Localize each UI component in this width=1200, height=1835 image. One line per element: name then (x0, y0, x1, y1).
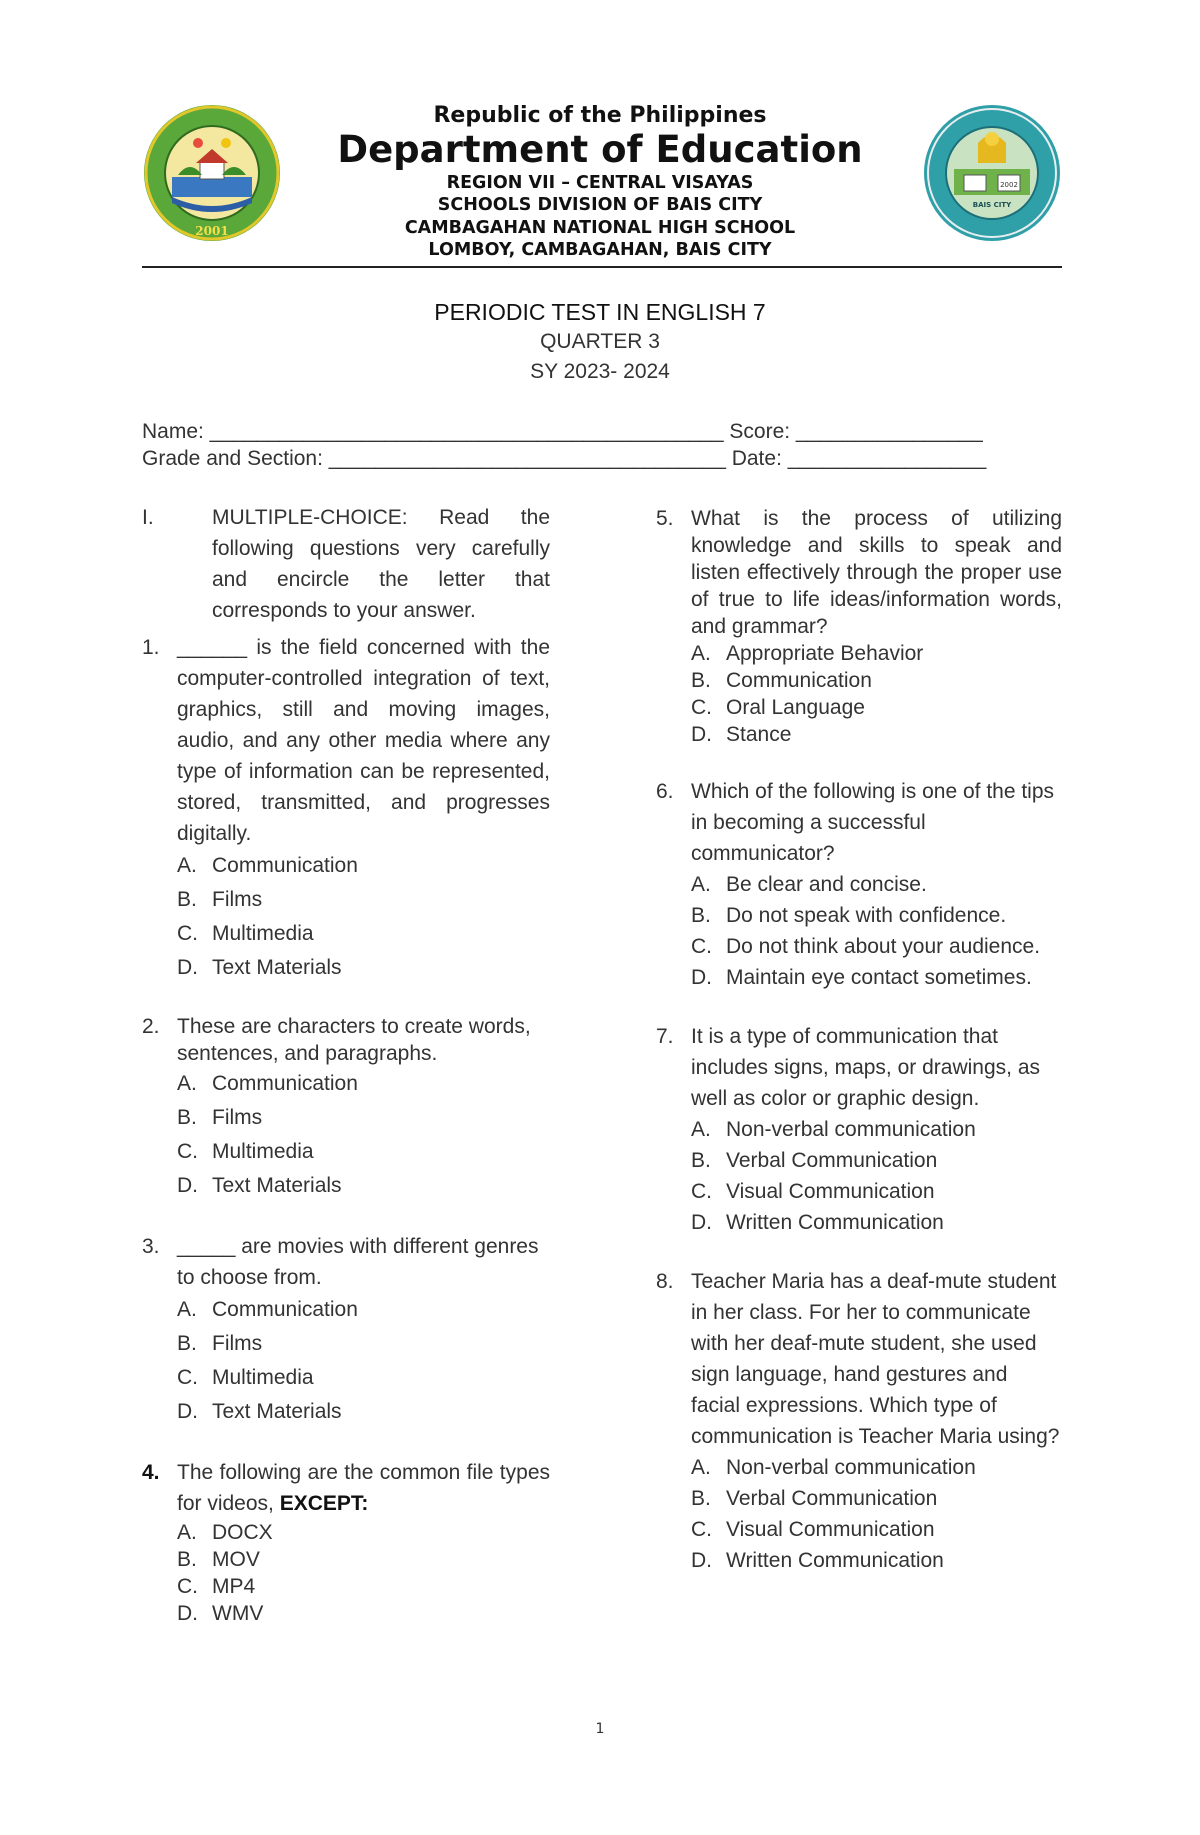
option-b[interactable] (177, 1101, 550, 1135)
option-text: Be clear and concise. (726, 873, 927, 896)
header-division: SCHOOLS DIVISION OF BAIS CITY (437, 195, 763, 215)
option-d[interactable] (177, 1169, 550, 1203)
question-3-options (177, 1293, 550, 1429)
option-d[interactable] (691, 1545, 1062, 1576)
option-letter: C. (177, 1140, 198, 1163)
option-letter: B. (177, 1548, 197, 1571)
section-text: MULTIPLE-CHOICE: Read the following questions very carefully and encircle the letter that corresponds to your answer. (212, 506, 550, 622)
question-6 (656, 776, 1062, 869)
svg-text:2002: 2002 (1000, 181, 1018, 189)
header-department: Department of Education (337, 128, 863, 171)
option-letter: D. (177, 1174, 198, 1197)
question-number: 4. (142, 1461, 160, 1484)
question-text: It is a type of communication that includes signs, maps, or drawings, as well as color or graphic design. (691, 1025, 1040, 1110)
option-letter: A. (691, 1118, 711, 1141)
header-republic: Republic of the Philippines (433, 103, 767, 128)
option-a[interactable] (177, 849, 550, 883)
cambagahan-nhs-seal (922, 103, 1062, 243)
option-text: Visual Communication (726, 1180, 935, 1203)
option-text: Non-verbal communication (726, 1456, 976, 1479)
option-a[interactable] (691, 1452, 1062, 1483)
option-letter: B. (691, 1487, 711, 1510)
option-letter: D. (177, 1400, 198, 1423)
option-c[interactable] (691, 694, 1062, 721)
test-quarter: QUARTER 3 (540, 330, 660, 353)
option-letter: C. (691, 935, 712, 958)
left-column (142, 502, 550, 1627)
question-2-options (177, 1067, 550, 1203)
option-letter: B. (691, 669, 711, 692)
option-text: Visual Communication (726, 1518, 935, 1541)
question-text: These are characters to create words, sentences, and paragraphs. (177, 1015, 531, 1065)
option-text: Films (212, 888, 263, 911)
header-divider (142, 266, 1062, 268)
option-a[interactable] (691, 869, 1062, 900)
option-text: Oral Language (726, 696, 865, 719)
option-letter: C. (177, 922, 198, 945)
question-number: 7. (656, 1025, 674, 1048)
option-text: Communication (212, 1298, 358, 1321)
option-text: Communication (212, 1072, 358, 1095)
option-text: Do not think about your audience. (726, 935, 1041, 958)
question-2 (142, 1013, 550, 1067)
section-number: I. (142, 506, 154, 529)
question-text (177, 1457, 550, 1519)
option-d[interactable] (691, 721, 1062, 748)
header-school: CAMBAGAHAN NATIONAL HIGH SCHOOL (404, 218, 796, 238)
section-instructions (142, 502, 550, 626)
option-text: Films (212, 1332, 263, 1355)
option-c[interactable] (177, 1361, 550, 1395)
bais-city-division-seal (142, 103, 282, 243)
option-letter: D. (691, 723, 712, 746)
option-letter: D. (691, 966, 712, 989)
option-text: Do not speak with confidence. (726, 904, 1007, 927)
option-text: MOV (212, 1548, 260, 1571)
option-letter: B. (691, 904, 711, 927)
option-letter: D. (177, 1602, 198, 1625)
option-d[interactable] (177, 1600, 550, 1627)
seal-left-icon (142, 103, 282, 243)
option-c[interactable] (691, 1514, 1062, 1545)
right-column (656, 505, 1062, 1576)
question-text: Which of the following is one of the tips in becoming a successful communicator? (691, 780, 1055, 865)
question-text: Teacher Maria has a deaf-mute student in her class. For her to communicate with her deaf-mute student, she used sign language, hand gestures and facial expressions. Which type of communication is Teacher Maria using? (691, 1270, 1060, 1448)
option-a[interactable] (691, 640, 1062, 667)
grade-date-line: Grade and Section: __________________________________ Date: _________________ (142, 447, 987, 470)
question-number: 1. (142, 636, 160, 659)
option-c[interactable] (691, 931, 1062, 962)
option-b[interactable] (691, 667, 1062, 694)
option-text: Written Communication (726, 1211, 944, 1234)
seal-right-icon (922, 103, 1062, 243)
option-letter: C. (691, 1518, 712, 1541)
option-letter: A. (691, 1456, 711, 1479)
option-d[interactable] (691, 962, 1062, 993)
option-text: DOCX (212, 1521, 273, 1544)
option-letter: A. (177, 1521, 197, 1544)
option-text: Communication (212, 854, 358, 877)
option-letter: A. (177, 1298, 197, 1321)
option-c[interactable] (177, 1573, 550, 1600)
svg-text:2001: 2001 (195, 224, 229, 238)
option-text: Communication (726, 669, 872, 692)
page-number: 1 (595, 1721, 605, 1737)
question-7-options (691, 1114, 1062, 1238)
question-8-options (691, 1452, 1062, 1576)
question-text-emphasis: EXCEPT: (279, 1492, 369, 1515)
option-text: Text Materials (212, 956, 342, 979)
option-text: Stance (726, 723, 792, 746)
option-text: Text Materials (212, 1174, 342, 1197)
question-number: 6. (656, 780, 674, 803)
option-d[interactable] (177, 951, 550, 985)
question-5 (656, 505, 1062, 640)
option-d[interactable] (177, 1395, 550, 1429)
question-6-options (691, 869, 1062, 993)
question-5-options (691, 640, 1062, 748)
question-number: 3. (142, 1235, 160, 1258)
option-d[interactable] (691, 1207, 1062, 1238)
option-text: Maintain eye contact sometimes. (726, 966, 1032, 989)
question-7 (656, 1021, 1062, 1114)
option-letter: D. (691, 1549, 712, 1572)
option-a[interactable] (691, 1114, 1062, 1145)
option-letter: C. (691, 696, 712, 719)
option-text: Appropriate Behavior (726, 642, 924, 665)
test-title: PERIODIC TEST IN ENGLISH 7 (434, 299, 766, 325)
name-score-line: Name: ____________________________________________ Score: ________________ (142, 420, 983, 443)
option-letter: B. (691, 1149, 711, 1172)
option-b[interactable] (691, 1483, 1062, 1514)
header-region: REGION VII – CENTRAL VISAYAS (446, 173, 754, 193)
option-text: MP4 (212, 1575, 256, 1598)
question-number: 5. (656, 507, 674, 530)
option-text: Films (212, 1106, 263, 1129)
question-4 (142, 1457, 550, 1519)
option-letter: C. (691, 1180, 712, 1203)
question-text-main: The following are the common file types for videos, (177, 1461, 550, 1515)
option-letter: B. (177, 1332, 197, 1355)
question-text: What is the process of utilizing knowledge and skills to speak and listen effectively through the proper use of true to life ideas/information words, and grammar? (691, 507, 1062, 638)
option-letter: C. (177, 1366, 198, 1389)
option-text: Verbal Communication (726, 1149, 938, 1172)
option-text: Verbal Communication (726, 1487, 938, 1510)
question-text: _____ are movies with different genres to choose from. (177, 1235, 539, 1289)
question-8 (656, 1266, 1062, 1452)
option-letter: B. (177, 888, 197, 911)
option-text: Multimedia (212, 1366, 314, 1389)
question-3 (142, 1231, 550, 1293)
option-text: WMV (212, 1602, 264, 1625)
option-letter: A. (691, 642, 711, 665)
option-letter: D. (691, 1211, 712, 1234)
option-b[interactable] (691, 900, 1062, 931)
question-1 (142, 632, 550, 849)
option-text: Multimedia (212, 1140, 314, 1163)
option-text: Written Communication (726, 1549, 944, 1572)
option-c[interactable] (177, 1135, 550, 1169)
option-b[interactable] (691, 1145, 1062, 1176)
option-b[interactable] (177, 1327, 550, 1361)
option-text: Text Materials (212, 1400, 342, 1423)
header-address: LOMBOY, CAMBAGAHAN, BAIS CITY (428, 240, 772, 260)
option-letter: C. (177, 1575, 198, 1598)
question-text: ______ is the field concerned with the computer-controlled integration of text, graphics, still and moving images, audio, and any other media where any type of information can be represented, stored, transmitted, and progresses digitally. (177, 636, 550, 845)
question-number: 2. (142, 1015, 160, 1038)
question-number: 8. (656, 1270, 674, 1293)
option-a[interactable] (177, 1293, 550, 1327)
option-letter: A. (691, 873, 711, 896)
option-c[interactable] (691, 1176, 1062, 1207)
option-letter: D. (177, 956, 198, 979)
option-a[interactable] (177, 1519, 550, 1546)
svg-text:BAIS CITY: BAIS CITY (972, 201, 1012, 209)
option-letter: A. (177, 1072, 197, 1095)
option-b[interactable] (177, 883, 550, 917)
option-b[interactable] (177, 1546, 550, 1573)
test-school-year: SY 2023- 2024 (530, 360, 670, 383)
option-c[interactable] (177, 917, 550, 951)
option-text: Non-verbal communication (726, 1118, 976, 1141)
question-4-options (177, 1519, 550, 1627)
option-letter: A. (177, 854, 197, 877)
option-a[interactable] (177, 1067, 550, 1101)
question-1-options (177, 849, 550, 985)
option-letter: B. (177, 1106, 197, 1129)
option-text: Multimedia (212, 922, 314, 945)
